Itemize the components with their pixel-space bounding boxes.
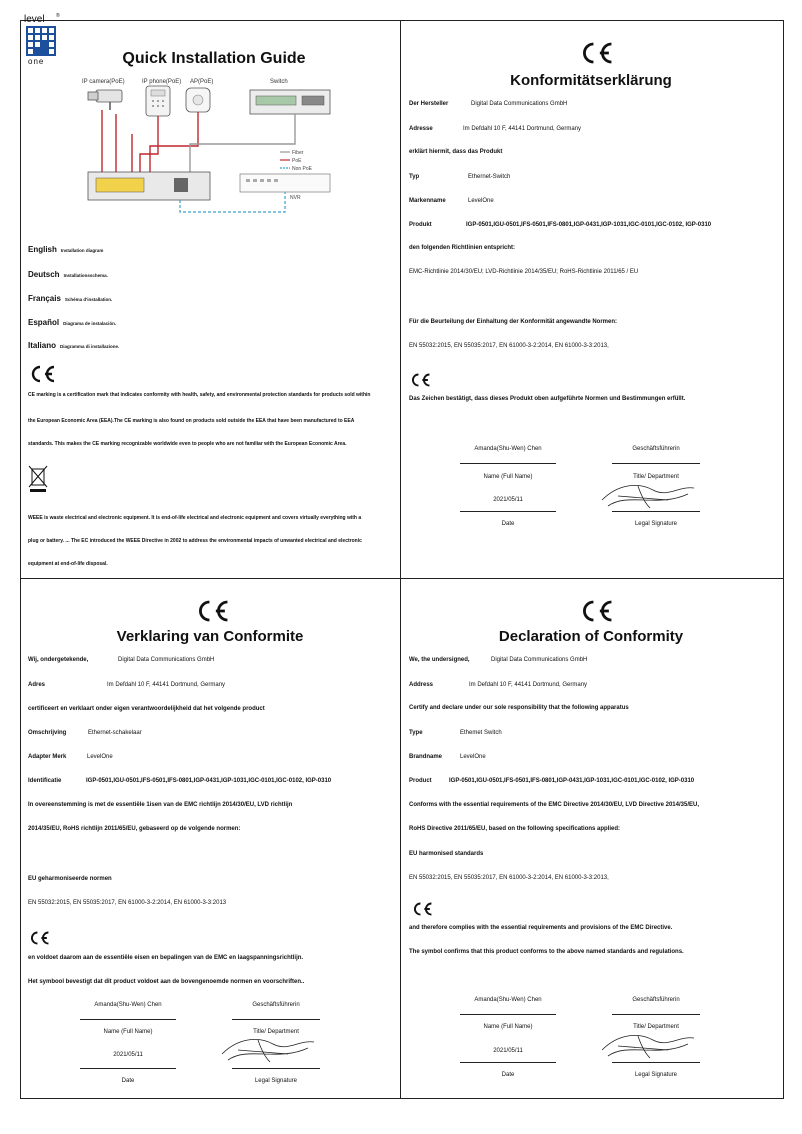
de-marke-label: Markenname — [409, 198, 446, 204]
ce-text-line-3: standards. This makes the CE marking recognizable worldwide even to people who are not familiar with the European Economic Area. — [28, 441, 347, 447]
ce-mark-icon — [194, 598, 230, 624]
sig-signature-label: Legal Signature — [634, 1072, 678, 1078]
en-conforms-2: RoHS Directive 2011/65/EU, based on the following specifications applied: — [409, 826, 621, 832]
diagram-label-camera: IP camera(PoE) — [82, 79, 125, 85]
en-address-value: Im Defdahl 10 F, 44141 Dortmund, Germany — [469, 682, 588, 688]
ce-mark-icon — [411, 901, 433, 917]
en-eu-heading: EU harmonised standards — [409, 851, 484, 857]
ce-mark-icon — [578, 598, 614, 624]
sig-date: 2021/05/11 — [113, 1052, 143, 1058]
lang-italiano: Italiano Diagramma di installazione. — [28, 341, 120, 350]
nl-normen: EN 55032:2015, EN 55035:2017, EN 61000-3-2:2014, EN 61000-3-3:2013 — [28, 900, 227, 906]
de-hersteller-label: Der Hersteller — [409, 101, 449, 107]
de-erklaert: erklärt hiermit, dass das Produkt — [409, 149, 503, 155]
ip-camera-icon — [88, 90, 122, 110]
nl-cert: certificeert en verklaart onder eigen verantwoordelijkheid dat het volgende product — [28, 706, 265, 712]
sig-name: Amanda(Shu-Wen) Chen — [474, 446, 542, 452]
en-brand-label: Brandname — [409, 754, 443, 760]
ip-phone-icon — [146, 86, 170, 116]
nl-voldoet: en voldoet daarom aan de essentiële eisen en bepalingen van de EMC en laagspanningsrichtlijn. — [28, 955, 304, 961]
sig-date-label: Date — [501, 521, 515, 527]
diagram-label-phone: IP phone(PoE) — [142, 79, 182, 85]
sig-name-label: Name (Full Name) — [103, 1029, 153, 1035]
column-divider — [400, 20, 401, 1098]
de-adresse-label: Adresse — [409, 126, 433, 132]
ce-mark-icon — [409, 372, 431, 388]
en-product-label: Product — [409, 778, 432, 784]
nl-adres-value: Im Defdahl 10 F, 44141 Dortmund, Germany — [107, 682, 226, 688]
de-zeichen: Das Zeichen bestätigt, dass dieses Produkt oben aufgeführte Normen und Bestimmungen erfüllt. — [409, 396, 686, 402]
de-emc: EMC-Richtlinie 2014/30/EU; LVD-Richtlinie 2014/35/EU; RoHS-Richtlinie 2011/65 / EU — [409, 269, 639, 275]
ce-mark-icon — [578, 40, 614, 66]
en-we-label: We, the undersigned, — [409, 657, 470, 663]
logo-text-one: one — [28, 57, 45, 66]
sig-date: 2021/05/11 — [493, 1048, 523, 1054]
access-point-icon — [186, 88, 210, 112]
weee-bin-icon — [28, 464, 48, 494]
de-hersteller-value: Digital Data Communications GmbH — [471, 101, 568, 107]
en-normen: EN 55032:2015, EN 55035:2017, EN 61000-3-2:2014, EN 61000-3-3:2013, — [409, 875, 609, 881]
sig-date-label: Date — [121, 1078, 135, 1084]
lang-deutsch: Deutsch Installationsschema. — [28, 270, 108, 279]
ce-text-line-2: the European Economic Area (EEA).The CE marking is also found on products sold outside the EEA that have been manufactured to EEA — [28, 418, 355, 424]
lang-francais: Français Schéma d'installation. — [28, 294, 113, 303]
legend-non-poe: Non PoE — [292, 166, 313, 172]
nl-eu-heading: EU geharmoniseerde normen — [28, 876, 112, 882]
sig-date-label: Date — [501, 1072, 515, 1078]
sig-title: Geschäftsführerin — [252, 1002, 300, 1008]
nl-omschr-label: Omschrijving — [28, 730, 67, 736]
handwritten-signature-icon — [598, 1028, 708, 1062]
sig-signature-label: Legal Signature — [634, 521, 678, 527]
en-symbol: The symbol confirms that this product conforms to the above named standards and regulations. — [409, 949, 684, 955]
sig-date: 2021/05/11 — [493, 497, 523, 503]
en-certify: Certify and declare under our sole responsibility that the following apparatus — [409, 705, 629, 711]
ce-text-line-1: CE marking is a certification mark that indicates conformity with health, safety, and environmental protection standards for products sold within — [28, 392, 371, 398]
nl-ident-value: IGP-0501,IGU-0501,IFS-0501,IFS-0801,IGP-0431,IGP-1031,IGC-0101,IGC-0102, IGP-0310 — [86, 778, 332, 784]
sig-signature-label: Legal Signature — [254, 1078, 298, 1084]
nvr-label: NVR — [290, 195, 301, 201]
legend-poe: PoE — [292, 158, 302, 164]
lang-espanol: Español Diagrama de instalación. — [28, 318, 117, 327]
sig-name: Amanda(Shu-Wen) Chen — [94, 1002, 162, 1008]
row-divider — [20, 578, 783, 579]
weee-text-line-2: plug or battery. ... The EC introduced the WEEE Directive in 2002 to address the environmental impacts of unwanted electrical and electronic — [28, 538, 362, 544]
sig-name-label: Name (Full Name) — [483, 474, 533, 480]
lang-english: English Installation diagram — [28, 245, 104, 254]
de-adresse-value: Im Defdahl 10 F, 44141 Dortmund, Germany — [463, 126, 582, 132]
sig-title: Geschäftsführerin — [632, 446, 680, 452]
handwritten-signature-icon — [598, 478, 708, 512]
de-normen: EN 55032:2015, EN 55035:2017, EN 61000-3-2:2014, EN 61000-3-3:2013, — [409, 343, 609, 349]
nl-wij-label: Wij, ondergetekende, — [28, 657, 89, 663]
nl-symbool: Het symbool bevestigt dat dit product voldoet aan de bovengenoemde normen en voorschriften.. — [28, 979, 305, 985]
weee-text-line-1: WEEE is waste electrical and electronic equipment. It is end-of-life electrical and electronic equipment and covers virtually everything with a — [28, 515, 362, 521]
en-therefore: and therefore complies with the essential requirements and provisions of the EMC Directive. — [409, 925, 673, 931]
nl-overeen-2: 2014/35/EU, RoHS richtlijn 2011/65/EU, gebaseerd op de volgende normen: — [28, 826, 241, 832]
en-title: Declaration of Conformity — [498, 628, 684, 645]
nl-merk-label: Adapter Merk — [28, 754, 67, 760]
sig-name: Amanda(Shu-Wen) Chen — [474, 997, 542, 1003]
en-address-label: Address — [409, 682, 434, 688]
en-conforms-1: Conforms with the essential requirements of the EMC Directive 2014/30/EU, LVD Directive 2014/35/EU, — [409, 802, 699, 808]
diagram-legend — [280, 150, 313, 172]
diagram-label-switch: Switch — [270, 79, 288, 85]
legend-fiber: Fiber — [292, 150, 304, 156]
de-normen-heading: Für die Beurteilung der Einhaltung der Konformität angewandte Normen: — [409, 319, 618, 325]
ce-mark-icon — [28, 364, 56, 384]
en-brand-value: LevelOne — [460, 754, 486, 760]
de-marke-value: LevelOne — [468, 198, 494, 204]
en-type-value: Ethemet Switch — [460, 730, 502, 736]
de-title: Konformitätserklärung — [510, 72, 672, 89]
sig-title-label: Title/ Department — [633, 474, 679, 480]
ce-mark-icon — [28, 930, 50, 946]
nl-ident-label: Identificatie — [28, 778, 62, 784]
de-produkt-label: Produkt — [409, 222, 432, 228]
de-typ-label: Typ — [409, 174, 420, 180]
nl-wij-value: Digital Data Communications GmbH — [118, 657, 215, 663]
nl-overeen-1: In overeenstemming is met de essentiële 1isen van de EMC richtlijn 2014/30/EU, LVD richtlijn — [28, 802, 293, 808]
de-typ-value: Ethernet-Switch — [468, 174, 511, 180]
poe-switch-icon — [88, 172, 210, 200]
switch-icon — [250, 90, 330, 114]
en-product-value: IGP-0501,IGU-0501,IFS-0501,IFS-0801,IGP-0431,IGP-1031,IGC-0101,IGC-0102, IGP-0310 — [449, 778, 695, 784]
sig-title-label: Title/ Department — [253, 1029, 299, 1035]
logo-text-level: level — [24, 14, 45, 25]
sig-name-label: Name (Full Name) — [483, 1024, 533, 1030]
handwritten-signature-icon — [218, 1032, 328, 1066]
de-richtlinien: den folgenden Richtlinien entspricht: — [409, 245, 516, 251]
weee-text-line-3: equipment at end-of-life disposal. — [28, 561, 108, 567]
nl-merk-value: LevelOne — [87, 754, 113, 760]
nl-title: Verklaring van Conformite — [116, 628, 304, 645]
sig-title: Geschäftsführerin — [632, 997, 680, 1003]
de-produkt-value: IGP-0501,IGU-0501,IFS-0501,IFS-0801,IGP-0431,IGP-1031,IGC-0101,IGC-0102, IGP-0310 — [466, 222, 712, 228]
en-we-value: Digital Data Communications GmbH — [491, 657, 588, 663]
nl-adres-label: Adres — [28, 682, 46, 688]
sig-title-label: Title/ Department — [633, 1024, 679, 1030]
diagram-label-ap: AP(PoE) — [190, 79, 214, 85]
installation-diagram — [80, 74, 340, 224]
en-type-label: Type — [409, 730, 423, 736]
qig-title: Quick Installation Guide — [122, 50, 306, 67]
nl-omschr-value: Ethernet-schakelaar — [88, 730, 142, 736]
logo-registered: ® — [56, 13, 60, 19]
